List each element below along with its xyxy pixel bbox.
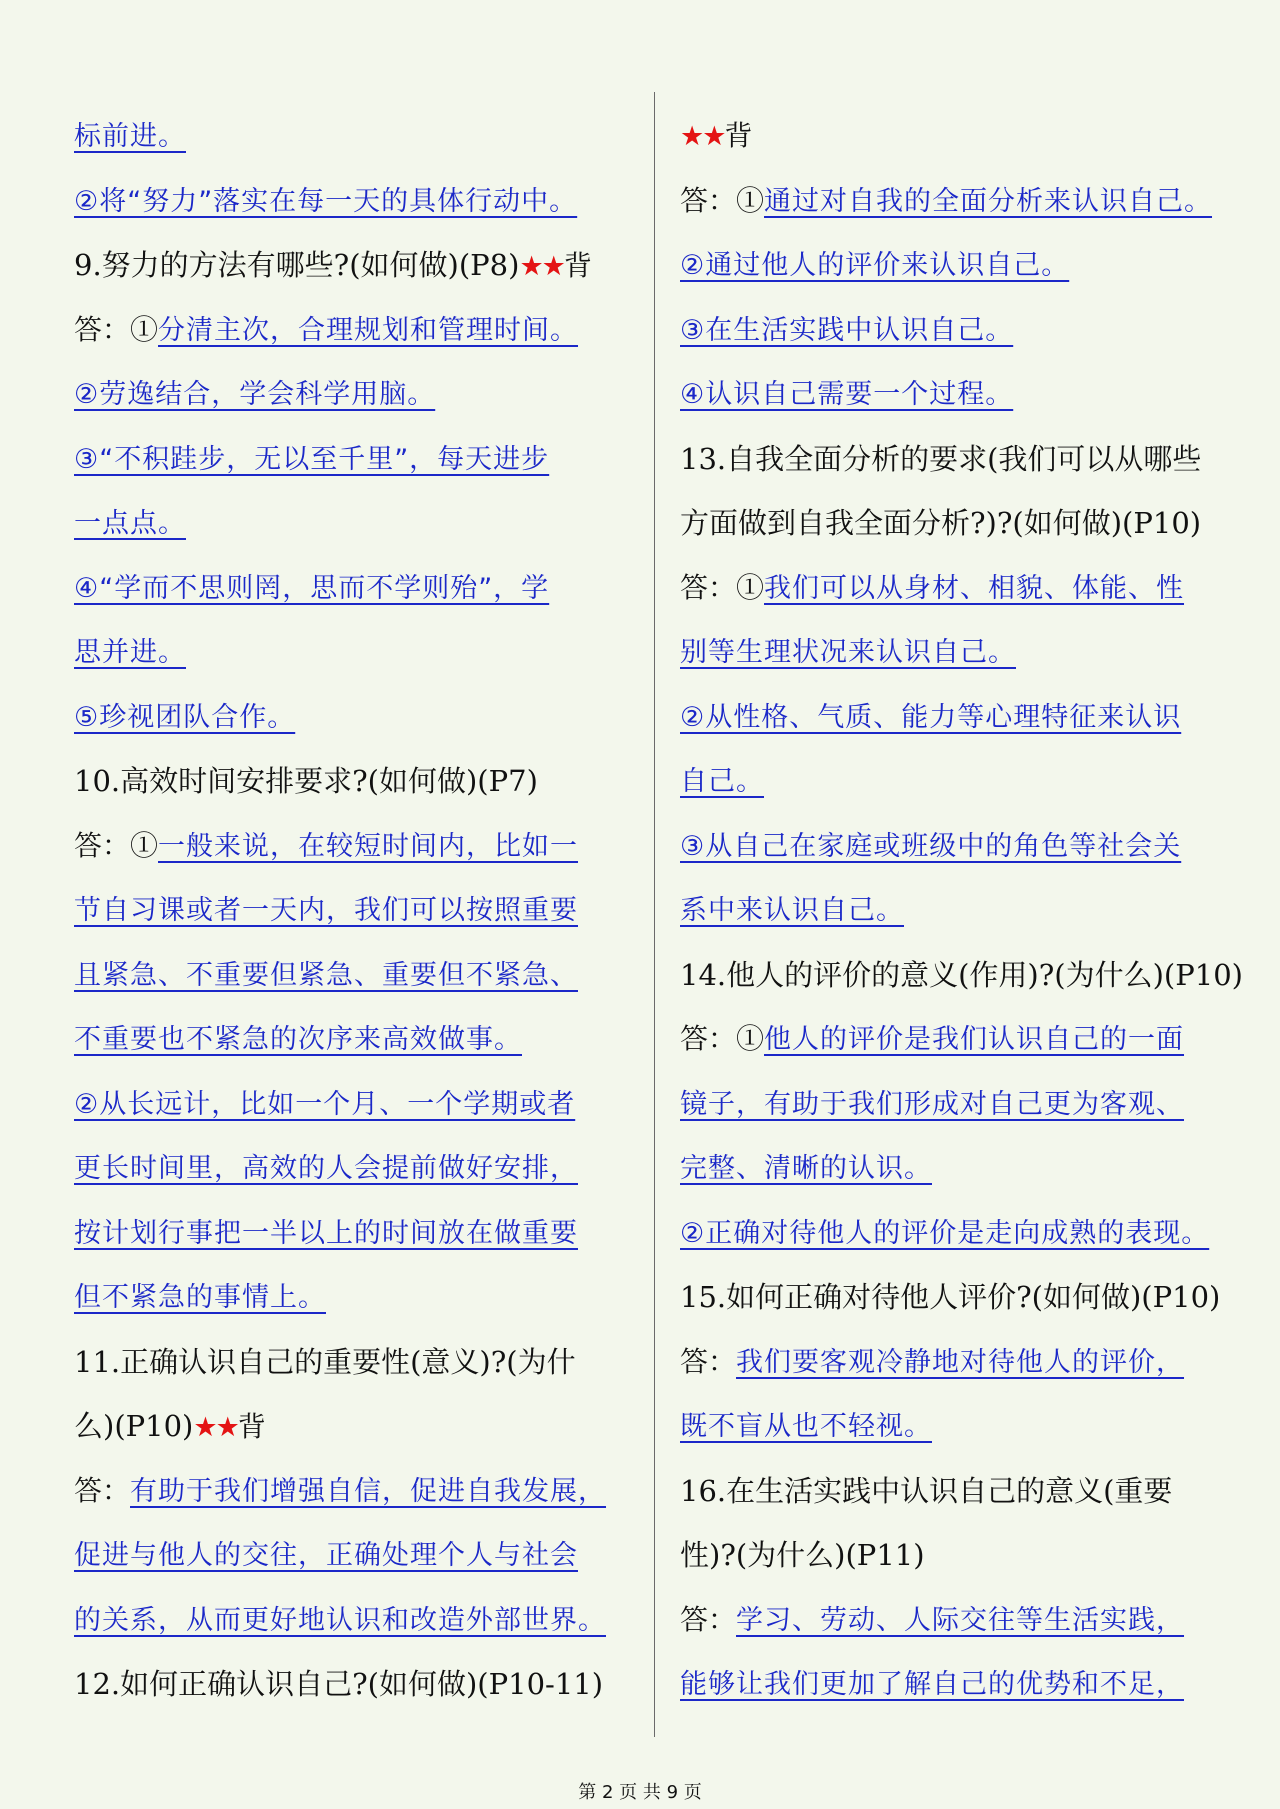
right-column xyxy=(680,104,1255,1717)
answer-label: 答： xyxy=(680,1602,737,1636)
handwritten-answer: 有助于我们增强自信，促进自我发展， xyxy=(130,1475,607,1507)
answer-line xyxy=(680,1007,1255,1072)
answer-label: 答：① xyxy=(74,312,159,346)
handwritten-answer: 一般来说，在较短时间内，比如一 xyxy=(158,830,579,862)
star-rating: ★★ xyxy=(193,1412,238,1443)
handwritten-answer: 标前进。 xyxy=(74,121,186,152)
answer-continuation xyxy=(680,1072,1255,1137)
answer-label: 答：① xyxy=(74,828,159,862)
answer-continuation xyxy=(74,491,649,556)
question-line xyxy=(680,1265,1255,1330)
handwritten-answer: 分清主次，合理规划和管理时间。 xyxy=(158,314,579,346)
star-rating: ★★ xyxy=(519,251,564,282)
question-text: 性)?(为什么)(P11) xyxy=(680,1538,925,1572)
handwritten-answer: ③从自己在家庭或班级中的角色等社会关 xyxy=(680,830,1182,862)
handwritten-answer: ④“学而不思则罔，思而不学则殆”，学 xyxy=(74,572,550,604)
answer-continuation xyxy=(74,943,649,1008)
question-text: 14.他人的评价的意义(作用)?(为什么)(P10) xyxy=(680,957,1243,992)
handwritten-answer: ②正确对待他人的评价是走向成熟的表现。 xyxy=(680,1217,1210,1249)
answer-continuation xyxy=(680,685,1255,750)
answer-continuation xyxy=(680,1394,1255,1459)
handwritten-answer: 能够让我们更加了解自己的优势和不足， xyxy=(680,1669,1184,1700)
memorize-mark: 背 xyxy=(237,1410,266,1443)
answer-continuation xyxy=(74,1265,649,1330)
answer-continuation xyxy=(74,1072,649,1137)
question-line xyxy=(74,749,649,814)
answer-line xyxy=(680,556,1255,621)
answer-label: 答： xyxy=(74,1473,131,1507)
handwritten-answer: 且紧急、不重要但紧急、重要但不紧急、 xyxy=(74,959,578,991)
question-line xyxy=(680,1459,1255,1524)
handwritten-answer: 不重要也不紧急的次序来高效做事。 xyxy=(74,1024,522,1055)
answer-line xyxy=(680,169,1255,234)
handwritten-answer: 按计划行事把一半以上的时间放在做重要 xyxy=(74,1217,578,1249)
answer-line xyxy=(74,814,649,879)
question-line xyxy=(74,1652,649,1717)
handwritten-answer: 别等生理状况来认识自己。 xyxy=(680,637,1016,668)
question-line xyxy=(680,427,1255,492)
handwritten-answer: 我们要客观冷静地对待他人的评价， xyxy=(736,1346,1185,1378)
column-divider xyxy=(654,92,655,1737)
handwritten-answer: 思并进。 xyxy=(74,637,186,668)
answer-label: 答：① xyxy=(680,183,765,217)
question-line xyxy=(680,1523,1255,1588)
question-line xyxy=(680,104,1255,169)
answer-continuation xyxy=(680,749,1255,814)
handwritten-answer: 但不紧急的事情上。 xyxy=(74,1282,326,1313)
answer-continuation xyxy=(74,556,649,621)
answer-continuation xyxy=(74,878,649,943)
page-footer: 第 2 页 共 9 页 xyxy=(578,1782,702,1803)
answer-continuation xyxy=(680,620,1255,685)
handwritten-answer: 他人的评价是我们认识自己的一面 xyxy=(764,1024,1185,1055)
answer-continuation xyxy=(680,1136,1255,1201)
question-line xyxy=(680,491,1255,556)
answer-continuation xyxy=(680,1201,1255,1266)
question-text: 方面做到自我全面分析?)?(如何做)(P10) xyxy=(680,506,1202,540)
handwritten-answer: ③在生活实践中认识自己。 xyxy=(680,314,1014,346)
question-text: 13.自我全面分析的要求(我们可以从哪些 xyxy=(680,441,1202,476)
handwritten-answer: ②从长远计，比如一个月、一个学期或者 xyxy=(74,1088,576,1120)
answer-line xyxy=(74,298,649,363)
answer-line xyxy=(680,1588,1255,1653)
answer-continuation xyxy=(680,298,1255,363)
handwritten-answer: 促进与他人的交往，正确处理个人与社会 xyxy=(74,1540,578,1571)
answer-continuation xyxy=(74,1007,649,1072)
handwritten-answer: 通过对自我的全面分析来认识自己。 xyxy=(764,185,1213,217)
answer-line xyxy=(680,1330,1255,1395)
answer-line xyxy=(74,1459,649,1524)
answer-continuation xyxy=(680,233,1255,298)
answer-continuation xyxy=(74,1588,649,1653)
question-line xyxy=(74,233,649,298)
answer-continuation xyxy=(680,878,1255,943)
handwritten-answer: 系中来认识自己。 xyxy=(680,895,904,926)
handwritten-answer: ②从性格、气质、能力等心理特征来认识 xyxy=(680,701,1182,733)
handwritten-answer: ②劳逸结合，学会科学用脑。 xyxy=(74,379,436,410)
answer-label: 答： xyxy=(680,1344,737,1378)
answer-continuation xyxy=(680,362,1255,427)
question-text: 9.努力的方法有哪些?(如何做)(P8) xyxy=(74,248,520,282)
question-text: 么)(P10) xyxy=(74,1409,194,1443)
answer-label: 答：① xyxy=(680,570,765,604)
question-text: 11.正确认识自己的重要性(意义)?(为什 xyxy=(74,1344,576,1379)
handwritten-answer: 一点点。 xyxy=(74,508,186,539)
handwritten-answer: ②将“努力”落实在每一天的具体行动中。 xyxy=(74,185,578,217)
answer-continuation xyxy=(680,1652,1255,1717)
memorize-mark: 背 xyxy=(563,249,592,282)
question-text: 10.高效时间安排要求?(如何做)(P7) xyxy=(74,764,538,798)
handwritten-answer: 自己。 xyxy=(680,766,764,797)
left-column xyxy=(74,104,649,1717)
handwritten-answer: ②通过他人的评价来认识自己。 xyxy=(680,250,1070,281)
answer-continuation xyxy=(74,1201,649,1266)
handwritten-answer: 的关系，从而更好地认识和改造外部世界。 xyxy=(74,1604,606,1636)
memorize-mark: 背 xyxy=(724,119,753,152)
answer-continuation xyxy=(680,814,1255,879)
handwritten-answer: 更长时间里，高效的人会提前做好安排， xyxy=(74,1153,578,1184)
handwritten-answer: 我们可以从身材、相貌、体能、性 xyxy=(764,572,1185,604)
answer-label: 答：① xyxy=(680,1022,765,1055)
answer-continuation xyxy=(74,169,649,234)
question-line xyxy=(74,1394,649,1459)
answer-continuation xyxy=(74,362,649,427)
handwritten-answer: 镜子，有助于我们形成对自己更为客观、 xyxy=(680,1088,1184,1120)
question-line xyxy=(680,943,1255,1008)
answer-continuation xyxy=(74,685,649,750)
star-rating: ★★ xyxy=(680,121,725,152)
handwritten-answer: 既不盲从也不轻视。 xyxy=(680,1411,932,1442)
answer-continuation xyxy=(74,1523,649,1588)
answer-continuation xyxy=(74,104,649,169)
handwritten-answer: 完整、清晰的认识。 xyxy=(680,1153,932,1184)
question-line xyxy=(74,1330,649,1395)
question-text: 16.在生活实践中认识自己的意义(重要 xyxy=(680,1473,1173,1508)
question-text: 12.如何正确认识自己?(如何做)(P10-11) xyxy=(74,1667,604,1701)
handwritten-answer: ③“不积跬步，无以至千里”，每天进步 xyxy=(74,443,550,475)
answer-continuation xyxy=(74,1136,649,1201)
handwritten-answer: 节自习课或者一天内，我们可以按照重要 xyxy=(74,895,578,926)
question-text: 15.如何正确对待他人评价?(如何做)(P10) xyxy=(680,1280,1221,1314)
answer-continuation xyxy=(74,620,649,685)
answer-continuation xyxy=(74,427,649,492)
handwritten-answer: 学习、劳动、人际交往等生活实践， xyxy=(736,1604,1185,1636)
handwritten-answer: ④认识自己需要一个过程。 xyxy=(680,379,1014,410)
handwritten-answer: ⑤珍视团队合作。 xyxy=(74,701,296,733)
